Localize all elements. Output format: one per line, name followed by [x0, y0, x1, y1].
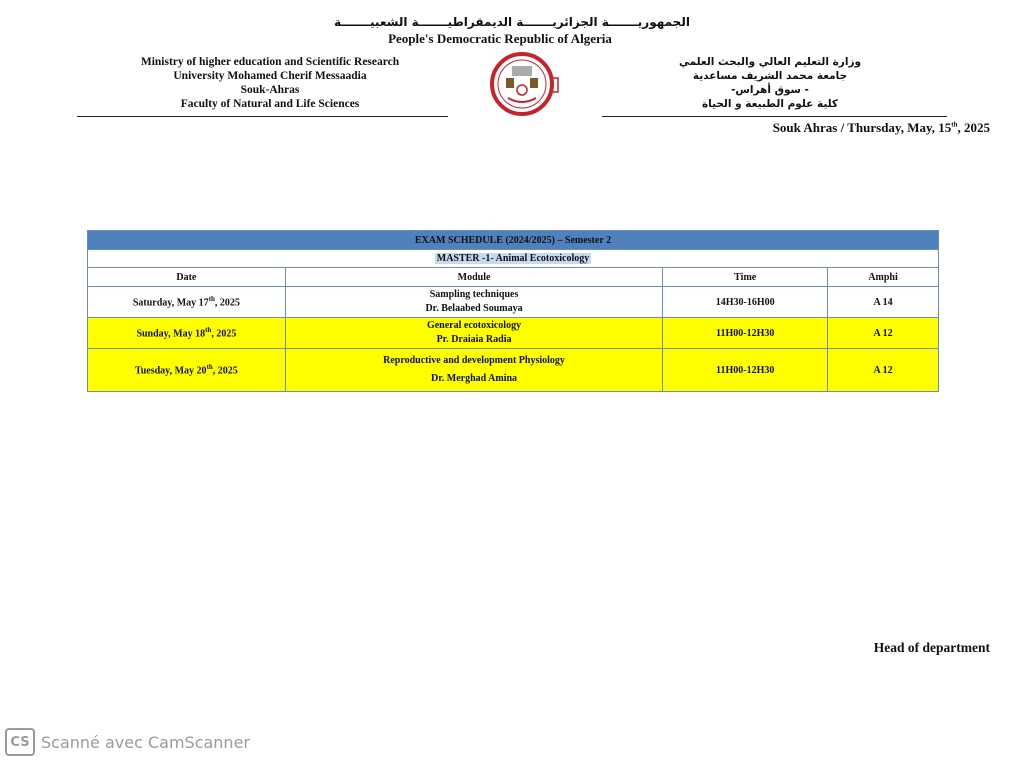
exam-module: [285, 349, 663, 392]
column-header-time: Time: [663, 268, 828, 287]
exam-amphi: A 14: [828, 287, 939, 318]
watermark-text: Scanné avec CamScanner: [41, 732, 250, 752]
city-line-arabic: - سوق أهراس-: [731, 84, 809, 96]
exam-amphi: A 12: [828, 318, 939, 349]
exam-schedule-table: [87, 230, 939, 392]
header-rule-right: [602, 116, 947, 117]
teacher-name: Pr. Draiaia Radia: [436, 334, 512, 345]
university-line-arabic: جامعة محمد الشريف مساعدية: [692, 70, 848, 82]
exam-time: 11H00-12H30: [663, 318, 828, 349]
header-rule-left: [77, 116, 448, 117]
exam-time: 11H00-12H30: [663, 349, 828, 392]
table-title: EXAM SCHEDULE (2024/2025) – Semester 2: [88, 231, 939, 250]
teacher-name: Dr. Belaabed Soumaya: [425, 303, 523, 314]
signature-label: Head of department: [873, 640, 990, 655]
table-title-row: [88, 231, 939, 250]
table-subtitle: MASTER -1- Animal Ecotoxicology: [436, 253, 590, 264]
university-logo: [486, 48, 562, 118]
camscanner-logo-icon: CS: [5, 728, 35, 756]
table-row: [88, 287, 939, 318]
exam-amphi: A 12: [828, 349, 939, 392]
module-name: Sampling techniques: [429, 289, 519, 300]
exam-module: [285, 287, 663, 318]
column-header-date: Date: [88, 268, 286, 287]
table-row: [88, 349, 939, 392]
city-line: Souk-Ahras: [240, 84, 300, 96]
column-header-amphi: Amphi: [828, 268, 939, 287]
exam-module: [285, 318, 663, 349]
arabic-republic-title: الجمهوريـــــــة الجزائريـــــــة الديمقراطيـــــــة الشعبيـــــــة: [334, 15, 690, 29]
table-row: [88, 318, 939, 349]
ministry-line-arabic: وزارة التعليم العالي والبحث العلمي: [678, 56, 862, 68]
table-subtitle-row: [88, 250, 939, 268]
republic-title: People's Democratic Republic of Algeria: [388, 31, 612, 46]
teacher-name: Dr. Merghad Amina: [431, 373, 518, 384]
exam-time: 14H30-16H00: [663, 287, 828, 318]
faculty-line: Faculty of Natural and Life Sciences: [180, 98, 360, 110]
camscanner-watermark: [5, 728, 250, 756]
column-header-module: Module: [285, 268, 663, 287]
exam-date: Saturday, May 17th, 2025: [88, 287, 286, 318]
document-date: Souk Ahras / Thursday, May, 15th, 2025: [772, 120, 990, 135]
ministry-line: Ministry of higher education and Scientific Research: [140, 56, 400, 68]
exam-date: Tuesday, May 20th, 2025: [88, 349, 286, 392]
faculty-line-arabic: كلية علوم الطبيعة و الحياة: [701, 98, 839, 110]
exam-date: Sunday, May 18th, 2025: [88, 318, 286, 349]
university-line: University Mohamed Cherif Messaadia: [173, 70, 367, 82]
module-name: General ecotoxicology: [426, 320, 522, 331]
table-header-row: [88, 268, 939, 287]
module-name: Reproductive and development Physiology: [383, 355, 565, 366]
